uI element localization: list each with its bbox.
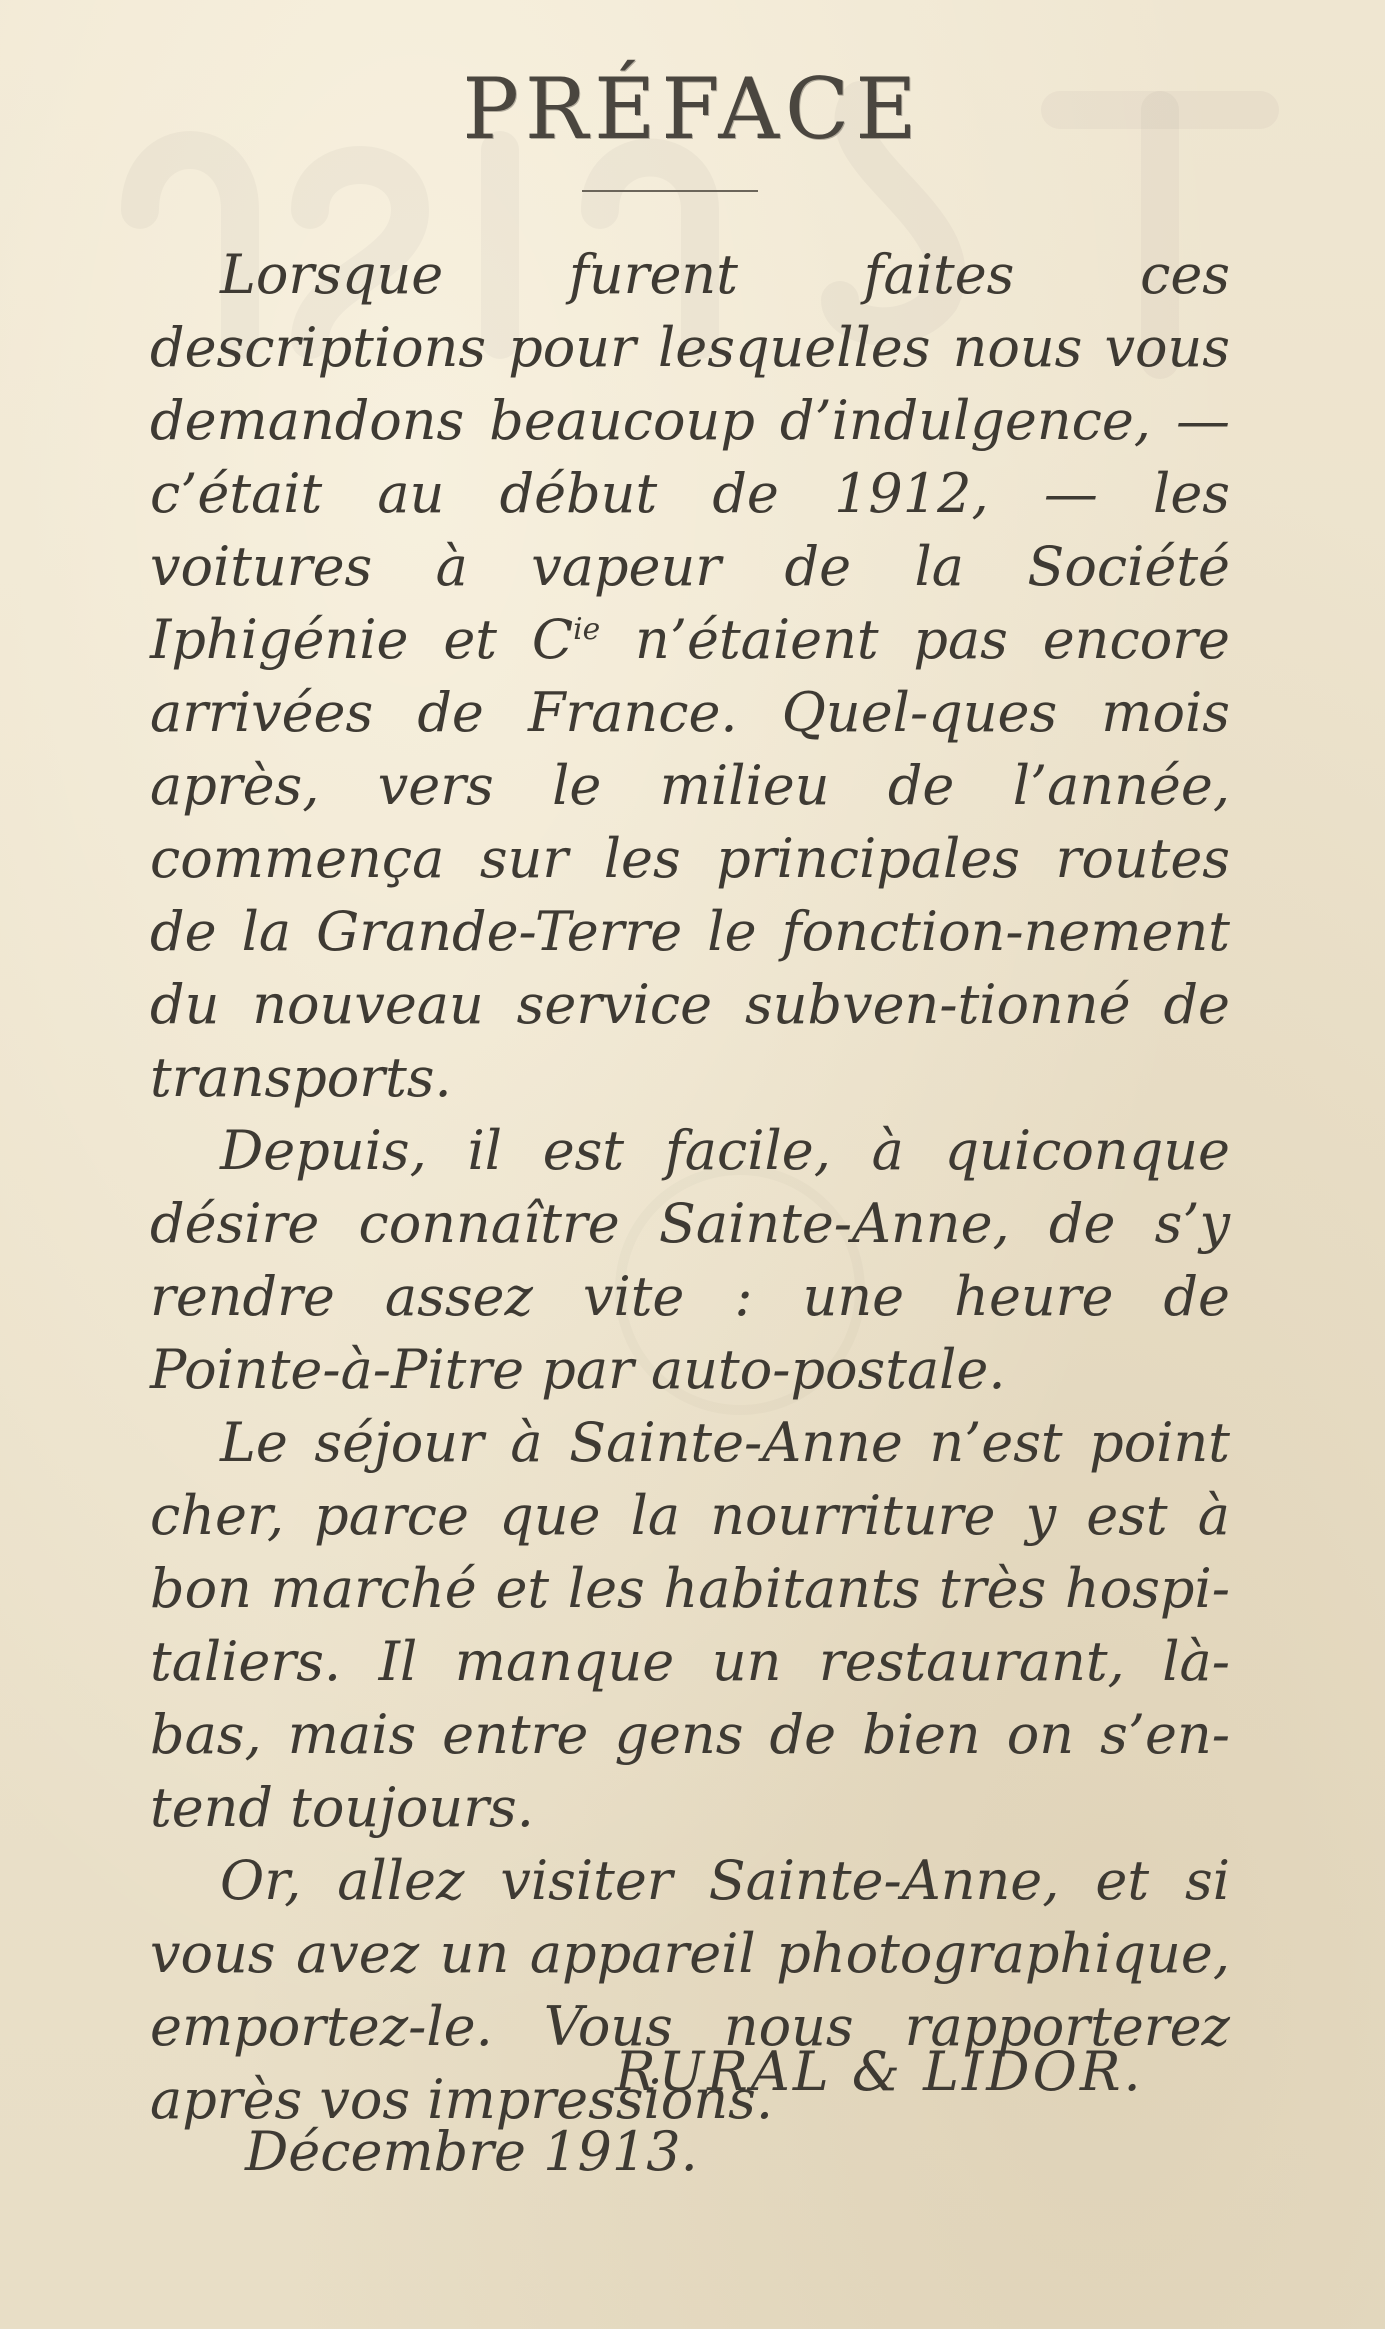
paragraph-1 bbox=[150, 238, 1230, 1114]
title-divider bbox=[582, 190, 758, 192]
page-title: PRÉFACE bbox=[462, 60, 923, 158]
signature: RURAL & LIDOR. bbox=[615, 2040, 1144, 2103]
paragraph-1-text-start: Lorsque furent faites ces descriptions pour lesquelles nous vous demandons beaucoup d’indulgence, — c’était au début de 1912, — les voitures à vapeur de la Société Iphigénie et C bbox=[150, 243, 1230, 671]
paragraph-4: Or, allez visiter Sainte-Anne, et si vous avez un appareil photographique, emportez-le. Vous nous rapporterez après vos impressions. bbox=[150, 1849, 1230, 2131]
superscript-ie: ie bbox=[573, 612, 601, 647]
preface-body bbox=[150, 238, 1230, 2136]
paragraph-2: Depuis, il est facile, à quiconque désire connaître Sainte-Anne, de s’y rendre assez vite : une heure de Pointe-à-Pitre par auto-postale. bbox=[150, 1119, 1230, 1401]
paragraph-3: Le séjour à Sainte-Anne n’est point cher, parce que la nourriture y est à bon marché et les habitants très hospi-taliers. Il manque un restaurant, là-bas, mais entre gens de bien on s’en-tend toujours. bbox=[150, 1411, 1230, 1839]
paragraph-1-text-end: n’étaient pas encore arrivées de France. Quel-ques mois après, vers le milieu de l’année, commença sur les principales routes de la Grande-Terre le fonction-nement du nouveau service subven-tionné de transports. bbox=[150, 608, 1230, 1109]
date-line: Décembre 1913. bbox=[245, 2120, 698, 2183]
